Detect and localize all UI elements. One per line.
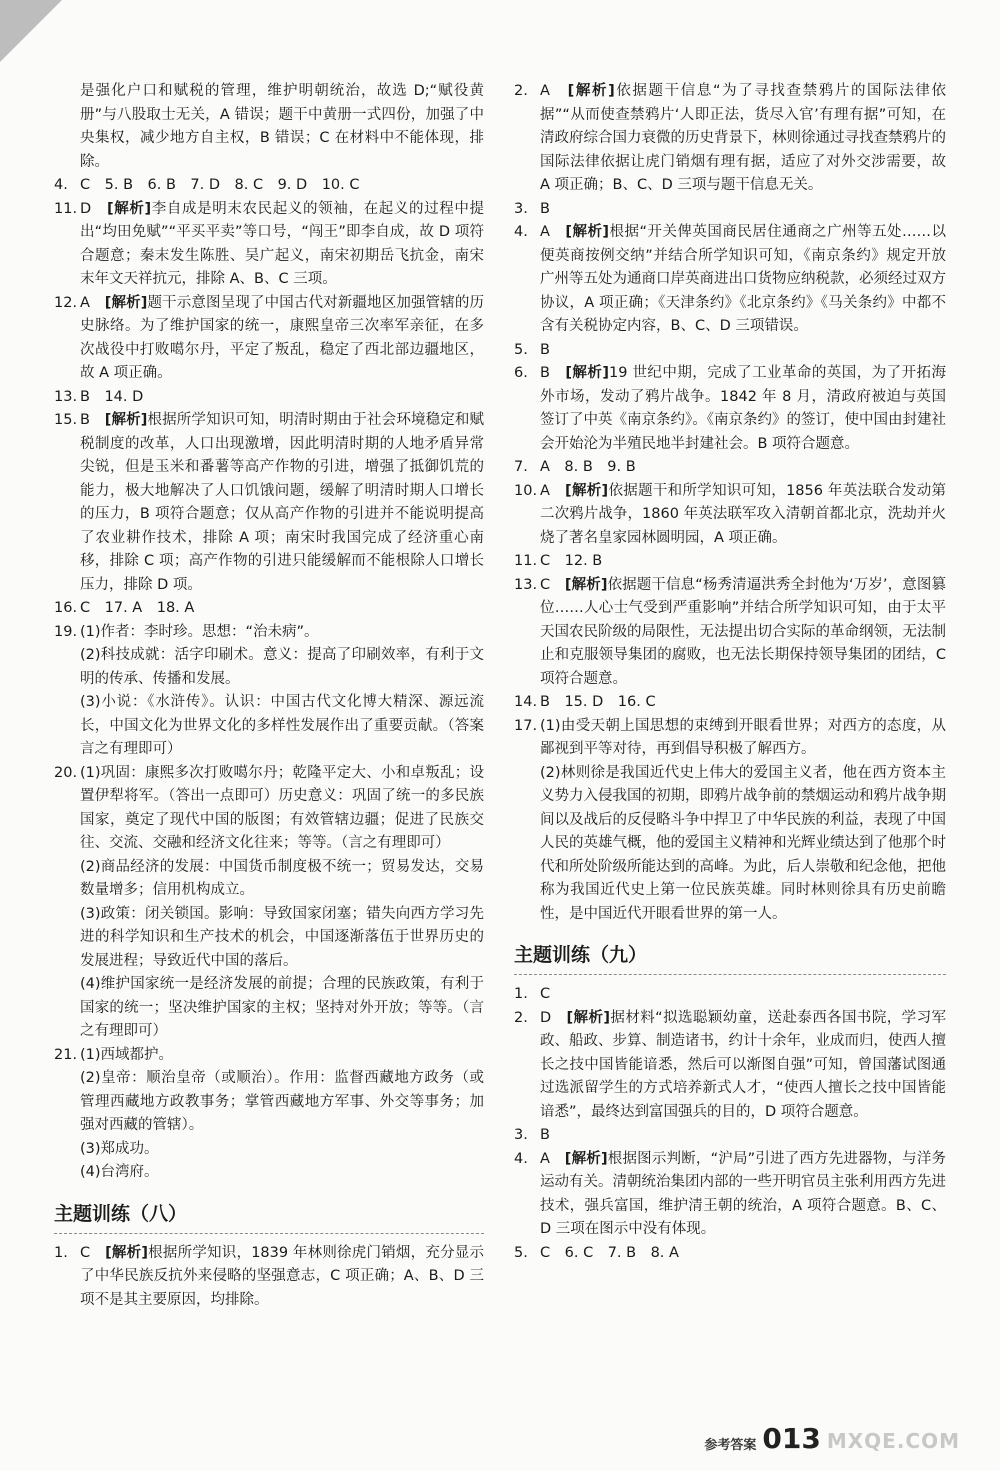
answer-continuation: (3)小说：《水浒传》。认识：中国古代文化博大精深、源远流长，中国文化为世界文化的多样性发展作出了重要贡献。（答案言之有理即可） bbox=[80, 694, 484, 757]
question-number: 20. bbox=[54, 764, 78, 781]
left-column bbox=[54, 80, 484, 1312]
answer-text: C 5. B 6. B 7. D 8. C 9. D 10. C bbox=[80, 177, 360, 193]
answer-item bbox=[514, 715, 946, 762]
answer-text: (1)作者：李时珍。思想：“治未病”。 bbox=[80, 623, 319, 640]
analysis-text: 依据题干信息“为了寻找查禁鸦片的国际法律依据”“从而使查禁鸦片‘人即正法，货尽入官’有理有据”可知，在清政府综合国力衰微的历史背景下，林则徐通过寻找查禁鸦片的国际法律依据让虎门销烟有理有据，适应了对外交涉需要，故 A 项正确；B、C、D 三项与题干信息无关。 bbox=[540, 83, 946, 193]
question-number: 16. bbox=[54, 600, 78, 616]
answer-continuation: (2)林则徐是我国近代史上伟大的爱国主义者，他在西方资本主义势力入侵我国的初期，即鸦片战争前的禁烟运动和鸦片战争期间以及战后的反侵略斗争中捍卫了中华民族的利益，表现了中国人民的英雄气概，他的爱国主义精神和光辉业绩达到了他那个时代和所处阶级所能达到的高峰。为此，后人崇敬和纪念他，把他称为我国近代史上第一位民族英雄。同时林则徐具有历史前瞻性，是中国近代开眼看世界的第一人。 bbox=[540, 764, 946, 922]
answer-item bbox=[514, 1124, 946, 1148]
answer-text: C 6. C 7. B 8. A bbox=[540, 1244, 679, 1261]
answer-body bbox=[540, 456, 946, 480]
answer-continuation: (4)维护国家统一是经济发展的前提；合理的民族政策，有利于国家的统一；坚决维护国家的主权；坚持对外开放；等等。（言之有理即可） bbox=[80, 976, 484, 1039]
analysis-tag: [解析] bbox=[564, 576, 608, 593]
answer-body bbox=[540, 715, 946, 762]
answer-body bbox=[80, 409, 484, 597]
answer-choice: C bbox=[80, 1244, 106, 1261]
answer-item bbox=[54, 762, 484, 856]
answer-continuation: (3)政策：闭关锁国。影响：导致国家闭塞；错失向西方学习先进的科学知识和生产技术的机会，中国逐渐落伍于世界历史的发展进程；导致近代中国的落后。 bbox=[80, 905, 484, 969]
answer-item bbox=[514, 456, 946, 480]
answer-body bbox=[540, 691, 946, 715]
answer-item bbox=[514, 1007, 946, 1125]
answer-choice: B bbox=[540, 365, 566, 381]
answer-continuation: (4)台湾府。 bbox=[80, 1164, 159, 1180]
analysis-text: 根据所学知识，1839 年林则徐虎门销烟，充分显示了中华民族反抗外来侵略的坚强意志，C 项正确；A、B、D 三项不是其主要原因，均排除。 bbox=[80, 1244, 484, 1308]
answer-item bbox=[514, 221, 946, 339]
answer-continuation: (2)皇帝：顺治皇帝（或顺治）。作用：监督西藏地方政务（或管理西藏地方政教事务；掌管西藏地方军事、外交等事务；加强对西藏的管辖）。 bbox=[80, 1070, 484, 1133]
answer-body bbox=[80, 621, 484, 645]
answer-item bbox=[514, 198, 946, 222]
question-number: 11. bbox=[54, 200, 78, 217]
footer-label: 参考答案 bbox=[704, 1438, 757, 1453]
question-number: 15. bbox=[54, 412, 78, 428]
analysis-tag: [解析] bbox=[106, 200, 152, 217]
question-number: 3. bbox=[514, 200, 528, 217]
question-number: 13. bbox=[514, 576, 538, 593]
page-footer bbox=[704, 1422, 960, 1455]
answer-text: A 8. B 9. B bbox=[540, 459, 636, 475]
answer-item bbox=[514, 339, 946, 363]
answer-item bbox=[54, 198, 484, 292]
answer-item bbox=[514, 480, 946, 551]
answer-body bbox=[80, 386, 484, 410]
answer-body bbox=[80, 1044, 484, 1068]
analysis-tag: [解析] bbox=[567, 83, 615, 99]
question-number: 5. bbox=[514, 341, 528, 358]
question-number: 6. bbox=[514, 365, 528, 381]
answer-continuation: (3)郑成功。 bbox=[80, 1140, 159, 1157]
answer-choice: A bbox=[80, 294, 105, 311]
answer-body bbox=[540, 80, 946, 198]
analysis-tag: [解析] bbox=[566, 1009, 610, 1026]
question-number: 1. bbox=[54, 1244, 68, 1261]
question-number: 12. bbox=[54, 294, 78, 311]
answer-choice: D bbox=[540, 1009, 567, 1026]
answer-text: C bbox=[540, 986, 551, 1002]
answer-item bbox=[54, 597, 484, 621]
watermark-text: MXQE.COM bbox=[826, 1429, 960, 1453]
answer-text: B bbox=[540, 1127, 550, 1143]
answer-item bbox=[514, 1242, 946, 1266]
answer-body bbox=[540, 1148, 946, 1242]
answer-item bbox=[514, 550, 946, 574]
analysis-text: 根据“开关俾英国商民居住通商之广州等五处……以便英商按例交纳”并结合所学知识可知，《南京条约》规定开放广州等五处为通商口岸英商进出口货物应纳税款，必须经过双方协议，A 项正确；《天津条约》《北京条约》《马关条约》中都不含有关税协定内容，B、C、D 三项错误。 bbox=[540, 224, 946, 334]
answer-text: (1)由受天朝上国思想的束缚到开眼看世界；对西方的态度，从鄙视到平等对待，再到倡导积极了解西方。 bbox=[540, 717, 946, 757]
answer-choice: A bbox=[540, 83, 568, 99]
analysis-tag: [解析] bbox=[565, 482, 609, 499]
answer-item bbox=[54, 292, 484, 386]
answer-body bbox=[540, 574, 946, 692]
question-number: 7. bbox=[514, 459, 528, 475]
analysis-text: 题干示意图呈现了中国古代对新疆地区加强管辖的历史脉络。为了维护国家的统一，康熙皇帝三次率军亲征，在多次战役中打败噶尔丹，平定了叛乱，稳定了西北部边疆地区，故 A 项正确。 bbox=[80, 294, 485, 381]
question-number: 4. bbox=[54, 177, 68, 193]
page-number: 013 bbox=[762, 1422, 821, 1455]
answer-item bbox=[514, 691, 946, 715]
answer-choice: A bbox=[540, 224, 566, 240]
answer-body bbox=[80, 198, 484, 292]
answer-body bbox=[80, 762, 484, 856]
analysis-tag: [解析] bbox=[105, 1244, 148, 1261]
question-number: 1. bbox=[514, 986, 528, 1002]
answer-text: C 12. B bbox=[540, 553, 603, 569]
question-number: 10. bbox=[514, 482, 538, 499]
section-heading: 主题训练（九） bbox=[514, 940, 946, 975]
answer-item bbox=[514, 362, 946, 456]
answer-body bbox=[540, 362, 946, 456]
answer-body bbox=[80, 292, 484, 386]
answer-text: B bbox=[540, 341, 550, 358]
answer-item bbox=[54, 1044, 484, 1068]
question-number: 4. bbox=[514, 224, 528, 240]
answer-continuation: (2)科技成就：活字印刷术。意义：提高了印刷效率，有利于文明的传承、传播和发展。 bbox=[80, 647, 484, 687]
question-number: 2. bbox=[514, 1009, 528, 1026]
answer-text: (1)西域都护。 bbox=[80, 1046, 174, 1063]
question-number: 11. bbox=[514, 553, 538, 569]
question-number: 5. bbox=[514, 1244, 528, 1261]
answer-continuation: (2)商品经济的发展：中国货币制度极不统一；贸易发达，交易数量增多；信用机构成立。 bbox=[80, 858, 484, 898]
answer-text: B 15. D 16. C bbox=[540, 694, 656, 710]
analysis-tag: [解析] bbox=[104, 412, 148, 428]
answer-item bbox=[514, 574, 946, 692]
question-number: 21. bbox=[54, 1046, 78, 1063]
answer-text: (1)巩固：康熙多次打败噶尔丹；乾隆平定大、小和卓叛乱；设置伊犁将军。（答出一点即可）历史意义：巩固了统一的多民族国家，奠定了现代中国的版图；有效管辖边疆；促进了民族交往、交流、交融和经济文化往来；等等。（言之有理即可） bbox=[80, 764, 484, 851]
analysis-text: 依据题干信息“杨秀清逼洪秀全封他为‘万岁’，意图篡位……人心士气受到严重影响”并结合所学知识可知，由于太平天国农民阶级的局限性，无法提出切合实际的革命纲领，无法制止和克服领导集团的腐败，也无法长期保持领导集团的团结，C 项符合题意。 bbox=[540, 576, 946, 687]
answer-body bbox=[540, 983, 946, 1007]
page-corner-mark bbox=[0, 0, 62, 62]
right-column bbox=[514, 80, 946, 1265]
question-number: 17. bbox=[514, 717, 538, 734]
answer-body bbox=[540, 1242, 946, 1266]
answer-text: B 14. D bbox=[80, 388, 144, 405]
answer-body bbox=[540, 550, 946, 574]
analysis-tag: [解析] bbox=[564, 1150, 608, 1167]
answer-item bbox=[54, 621, 484, 645]
analysis-tag: [解析] bbox=[104, 294, 148, 311]
analysis-text: 据材料“拟选聪颖幼童，送赴泰西各国书院，学习军政、船政、步算、制造诸书，约计十余年，业成而归，使西人擅长之技中国皆能谙悉，然后可以渐图自强”可知，曾国藩试图通过选派留学生的方式培养新式人才，“使西人擅长之技中国皆能谙悉”，最终达到富国强兵的目的，D 项符合题意。 bbox=[540, 1009, 946, 1120]
answer-text: C 17. A 18. A bbox=[80, 600, 195, 616]
answer-body bbox=[540, 1007, 946, 1125]
analysis-text: 根据所学知识可知，明清时期由于社会环境稳定和赋税制度的改革，人口出现激增，因此明清时期的人地矛盾异常尖锐，但是玉米和番薯等高产作物的引进，增强了抵御饥荒的能力，极大地解决了人口饥饿问题，缓解了明清时期人口增长的压力，B 项符合题意；仅从高产作物的引进并不能说明提高了农业耕作技术，排除 A 项；南宋时我国完成了经济重心南移，排除 C 项；高产作物的引进只能缓解而不能根除人口增长压力，排除 D 项。 bbox=[80, 412, 484, 593]
answer-body bbox=[540, 1124, 946, 1148]
answer-choice: A bbox=[540, 482, 566, 499]
question-number: 2. bbox=[514, 83, 528, 99]
answer-continuation: 是强化户口和赋税的管理，维护明朝统治，故选 D;“赋役黄册”与八股取士无关，A 错误；题干中黄册一式四份，加强了中央集权，减少地方自主权，B 错误；C 在材料中不能体现，排除。 bbox=[80, 83, 484, 170]
section-heading: 主题训练（八） bbox=[54, 1199, 484, 1234]
analysis-text: 根据图示判断，“沪局”引进了西方先进器物，与洋务运动有关。清朝统治集团内部的一些开明官员主张利用西方先进技术，强兵富国，维护清王朝的统治，A 项符合题意。B、C、D 三项在图示中没有体现。 bbox=[540, 1150, 947, 1237]
analysis-tag: [解析] bbox=[565, 224, 610, 240]
question-number: 14. bbox=[514, 694, 538, 710]
answer-body bbox=[540, 221, 946, 339]
answer-choice: B bbox=[80, 412, 105, 428]
answer-body bbox=[80, 1242, 484, 1313]
answer-item bbox=[54, 386, 484, 410]
answer-item bbox=[54, 174, 484, 198]
analysis-tag: [解析] bbox=[565, 365, 609, 381]
answer-body bbox=[540, 198, 946, 222]
answer-item bbox=[54, 409, 484, 597]
answer-choice: C bbox=[540, 576, 565, 593]
answer-item bbox=[514, 983, 946, 1007]
answer-choice: D bbox=[80, 200, 107, 217]
question-number: 3. bbox=[514, 1127, 528, 1143]
question-number: 4. bbox=[514, 1150, 528, 1167]
answer-body bbox=[540, 480, 946, 551]
answer-choice: A bbox=[540, 1150, 565, 1167]
analysis-text: 依据题干和所学知识可知，1856 年英法联合发动第二次鸦片战争，1860 年英法联军攻入清朝首都北京，洗劫并火烧了著名皇家园林圆明园，A 项正确。 bbox=[540, 482, 946, 546]
answer-body bbox=[80, 597, 484, 621]
analysis-text: 李自成是明末农民起义的领袖，在起义的过程中提出“均田免赋”“平买平卖”等口号，“闯王”即李自成，故 D 项符合题意；秦末发生陈胜、吴广起义，南宋初期岳飞抗金，南宋末年文天祥抗元，排除 A、B、C 三项。 bbox=[80, 200, 484, 287]
question-number: 19. bbox=[54, 623, 78, 640]
answer-item bbox=[514, 80, 946, 198]
answer-body bbox=[80, 174, 484, 198]
answer-item bbox=[54, 1242, 484, 1313]
answer-text: B bbox=[540, 200, 550, 217]
analysis-text: 19 世纪中期，完成了工业革命的英国，为了开拓海外市场，发动了鸦片战争。1842 年 8 月，清政府被迫与英国签订了中英《南京条约》。《南京条约》的签订，使中国由封建社会开始沦为半殖民地半封建社会。B 项符合题意。 bbox=[540, 365, 946, 452]
question-number: 13. bbox=[54, 388, 78, 405]
answer-body bbox=[540, 339, 946, 363]
answer-item bbox=[514, 1148, 946, 1242]
